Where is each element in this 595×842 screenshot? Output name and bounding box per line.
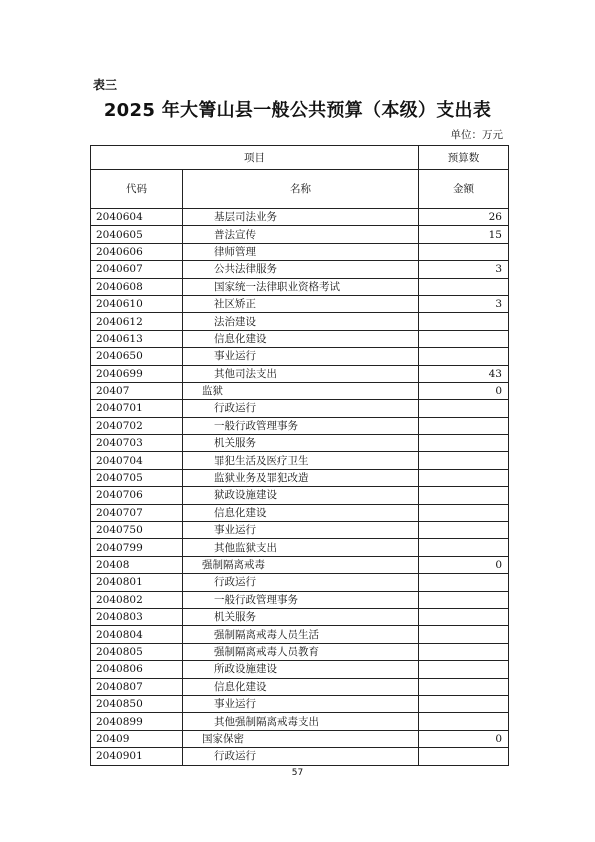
row-name: 一般行政管理事务	[183, 591, 419, 608]
table-row	[91, 522, 509, 539]
table-row	[91, 626, 509, 643]
row-code: 2040699	[91, 365, 183, 382]
row-code: 2040799	[91, 539, 183, 556]
row-name: 其他监狱支出	[183, 539, 419, 556]
table-row	[91, 591, 509, 608]
row-name: 行政运行	[183, 748, 419, 765]
row-name: 普法宣传	[183, 226, 419, 243]
row-code: 2040807	[91, 678, 183, 695]
row-code: 20407	[91, 382, 183, 399]
table-body	[91, 209, 509, 766]
table-row	[91, 452, 509, 469]
row-name: 行政运行	[183, 574, 419, 591]
row-code: 2040701	[91, 400, 183, 417]
table-row	[91, 226, 509, 243]
row-name: 机关服务	[183, 435, 419, 452]
row-name: 机关服务	[183, 608, 419, 625]
header-name: 名称	[183, 170, 419, 209]
table-row	[91, 348, 509, 365]
table-row	[91, 608, 509, 625]
row-code: 2040610	[91, 295, 183, 312]
row-amount	[419, 661, 509, 678]
row-amount: 26	[419, 209, 509, 226]
row-code: 2040706	[91, 487, 183, 504]
row-code: 2040702	[91, 417, 183, 434]
row-name: 社区矫正	[183, 295, 419, 312]
row-code: 20408	[91, 556, 183, 573]
row-code: 2040703	[91, 435, 183, 452]
table-row	[91, 330, 509, 347]
table-row	[91, 556, 509, 573]
row-name: 监狱业务及罪犯改造	[183, 469, 419, 486]
table-row	[91, 469, 509, 486]
row-code: 2040802	[91, 591, 183, 608]
table-row	[91, 295, 509, 312]
header-code: 代码	[91, 170, 183, 209]
row-amount	[419, 695, 509, 712]
row-amount: 0	[419, 382, 509, 399]
header-amount: 金额	[419, 170, 509, 209]
row-amount	[419, 278, 509, 295]
row-name: 监狱	[183, 382, 419, 399]
table-row	[91, 713, 509, 730]
row-code: 2040705	[91, 469, 183, 486]
row-name: 公共法律服务	[183, 261, 419, 278]
table-row	[91, 661, 509, 678]
row-code: 2040704	[91, 452, 183, 469]
row-amount: 3	[419, 295, 509, 312]
row-amount	[419, 678, 509, 695]
row-amount	[419, 330, 509, 347]
table-row	[91, 400, 509, 417]
row-name: 事业运行	[183, 348, 419, 365]
row-amount	[419, 574, 509, 591]
table-row	[91, 487, 509, 504]
table-row	[91, 504, 509, 521]
row-code: 20409	[91, 730, 183, 747]
row-amount	[419, 643, 509, 660]
table-row	[91, 695, 509, 712]
table-row	[91, 417, 509, 434]
table-row	[91, 278, 509, 295]
row-amount: 0	[419, 730, 509, 747]
row-amount: 0	[419, 556, 509, 573]
row-code: 2040608	[91, 278, 183, 295]
table-row	[91, 748, 509, 765]
table-row	[91, 539, 509, 556]
table-row	[91, 243, 509, 260]
row-amount	[419, 626, 509, 643]
row-code: 2040604	[91, 209, 183, 226]
row-code: 2040804	[91, 626, 183, 643]
row-name: 行政运行	[183, 400, 419, 417]
row-name: 强制隔离戒毒人员生活	[183, 626, 419, 643]
row-amount	[419, 713, 509, 730]
row-code: 2040899	[91, 713, 183, 730]
row-name: 罪犯生活及医疗卫生	[183, 452, 419, 469]
row-name: 国家统一法律职业资格考试	[183, 278, 419, 295]
table-row	[91, 643, 509, 660]
row-name: 信息化建设	[183, 504, 419, 521]
budget-table	[90, 145, 509, 766]
table-header-row-1	[91, 146, 509, 170]
page-number: 57	[291, 768, 304, 778]
table-row	[91, 574, 509, 591]
row-amount	[419, 539, 509, 556]
row-code: 2040801	[91, 574, 183, 591]
row-amount	[419, 417, 509, 434]
row-code: 2040901	[91, 748, 183, 765]
row-name: 事业运行	[183, 522, 419, 539]
row-code: 2040606	[91, 243, 183, 260]
row-amount	[419, 348, 509, 365]
row-amount	[419, 487, 509, 504]
row-code: 2040805	[91, 643, 183, 660]
row-name: 其他司法支出	[183, 365, 419, 382]
row-amount	[419, 748, 509, 765]
table-row	[91, 730, 509, 747]
row-amount	[419, 504, 509, 521]
row-amount	[419, 435, 509, 452]
table-header-row-2	[91, 170, 509, 209]
row-name: 狱政设施建设	[183, 487, 419, 504]
table-row	[91, 382, 509, 399]
row-amount: 15	[419, 226, 509, 243]
row-name: 法治建设	[183, 313, 419, 330]
row-name: 其他强制隔离戒毒支出	[183, 713, 419, 730]
row-name: 一般行政管理事务	[183, 417, 419, 434]
row-name: 所政设施建设	[183, 661, 419, 678]
document-title: 2025 年大箐山县一般公共预算（本级）支出表	[103, 100, 492, 121]
row-amount	[419, 469, 509, 486]
table-row	[91, 435, 509, 452]
table-row	[91, 313, 509, 330]
row-amount	[419, 243, 509, 260]
row-code: 2040607	[91, 261, 183, 278]
row-name: 信息化建设	[183, 330, 419, 347]
table-number-label: 表三	[93, 78, 118, 92]
row-amount	[419, 608, 509, 625]
row-name: 基层司法业务	[183, 209, 419, 226]
row-amount	[419, 591, 509, 608]
unit-label: 单位：万元	[450, 129, 503, 141]
row-name: 事业运行	[183, 695, 419, 712]
row-name: 强制隔离戒毒	[183, 556, 419, 573]
row-name: 强制隔离戒毒人员教育	[183, 643, 419, 660]
header-item: 项目	[91, 146, 419, 170]
row-name: 国家保密	[183, 730, 419, 747]
row-amount	[419, 313, 509, 330]
row-amount: 3	[419, 261, 509, 278]
row-code: 2040750	[91, 522, 183, 539]
header-budget: 预算数	[419, 146, 509, 170]
table-row	[91, 209, 509, 226]
row-code: 2040650	[91, 348, 183, 365]
table-row	[91, 261, 509, 278]
row-code: 2040803	[91, 608, 183, 625]
table-row	[91, 678, 509, 695]
row-code: 2040806	[91, 661, 183, 678]
row-amount	[419, 452, 509, 469]
row-name: 律师管理	[183, 243, 419, 260]
row-amount	[419, 522, 509, 539]
row-amount	[419, 400, 509, 417]
row-name: 信息化建设	[183, 678, 419, 695]
table-row	[91, 365, 509, 382]
row-amount: 43	[419, 365, 509, 382]
row-code: 2040613	[91, 330, 183, 347]
row-code: 2040707	[91, 504, 183, 521]
row-code: 2040850	[91, 695, 183, 712]
row-code: 2040605	[91, 226, 183, 243]
row-code: 2040612	[91, 313, 183, 330]
